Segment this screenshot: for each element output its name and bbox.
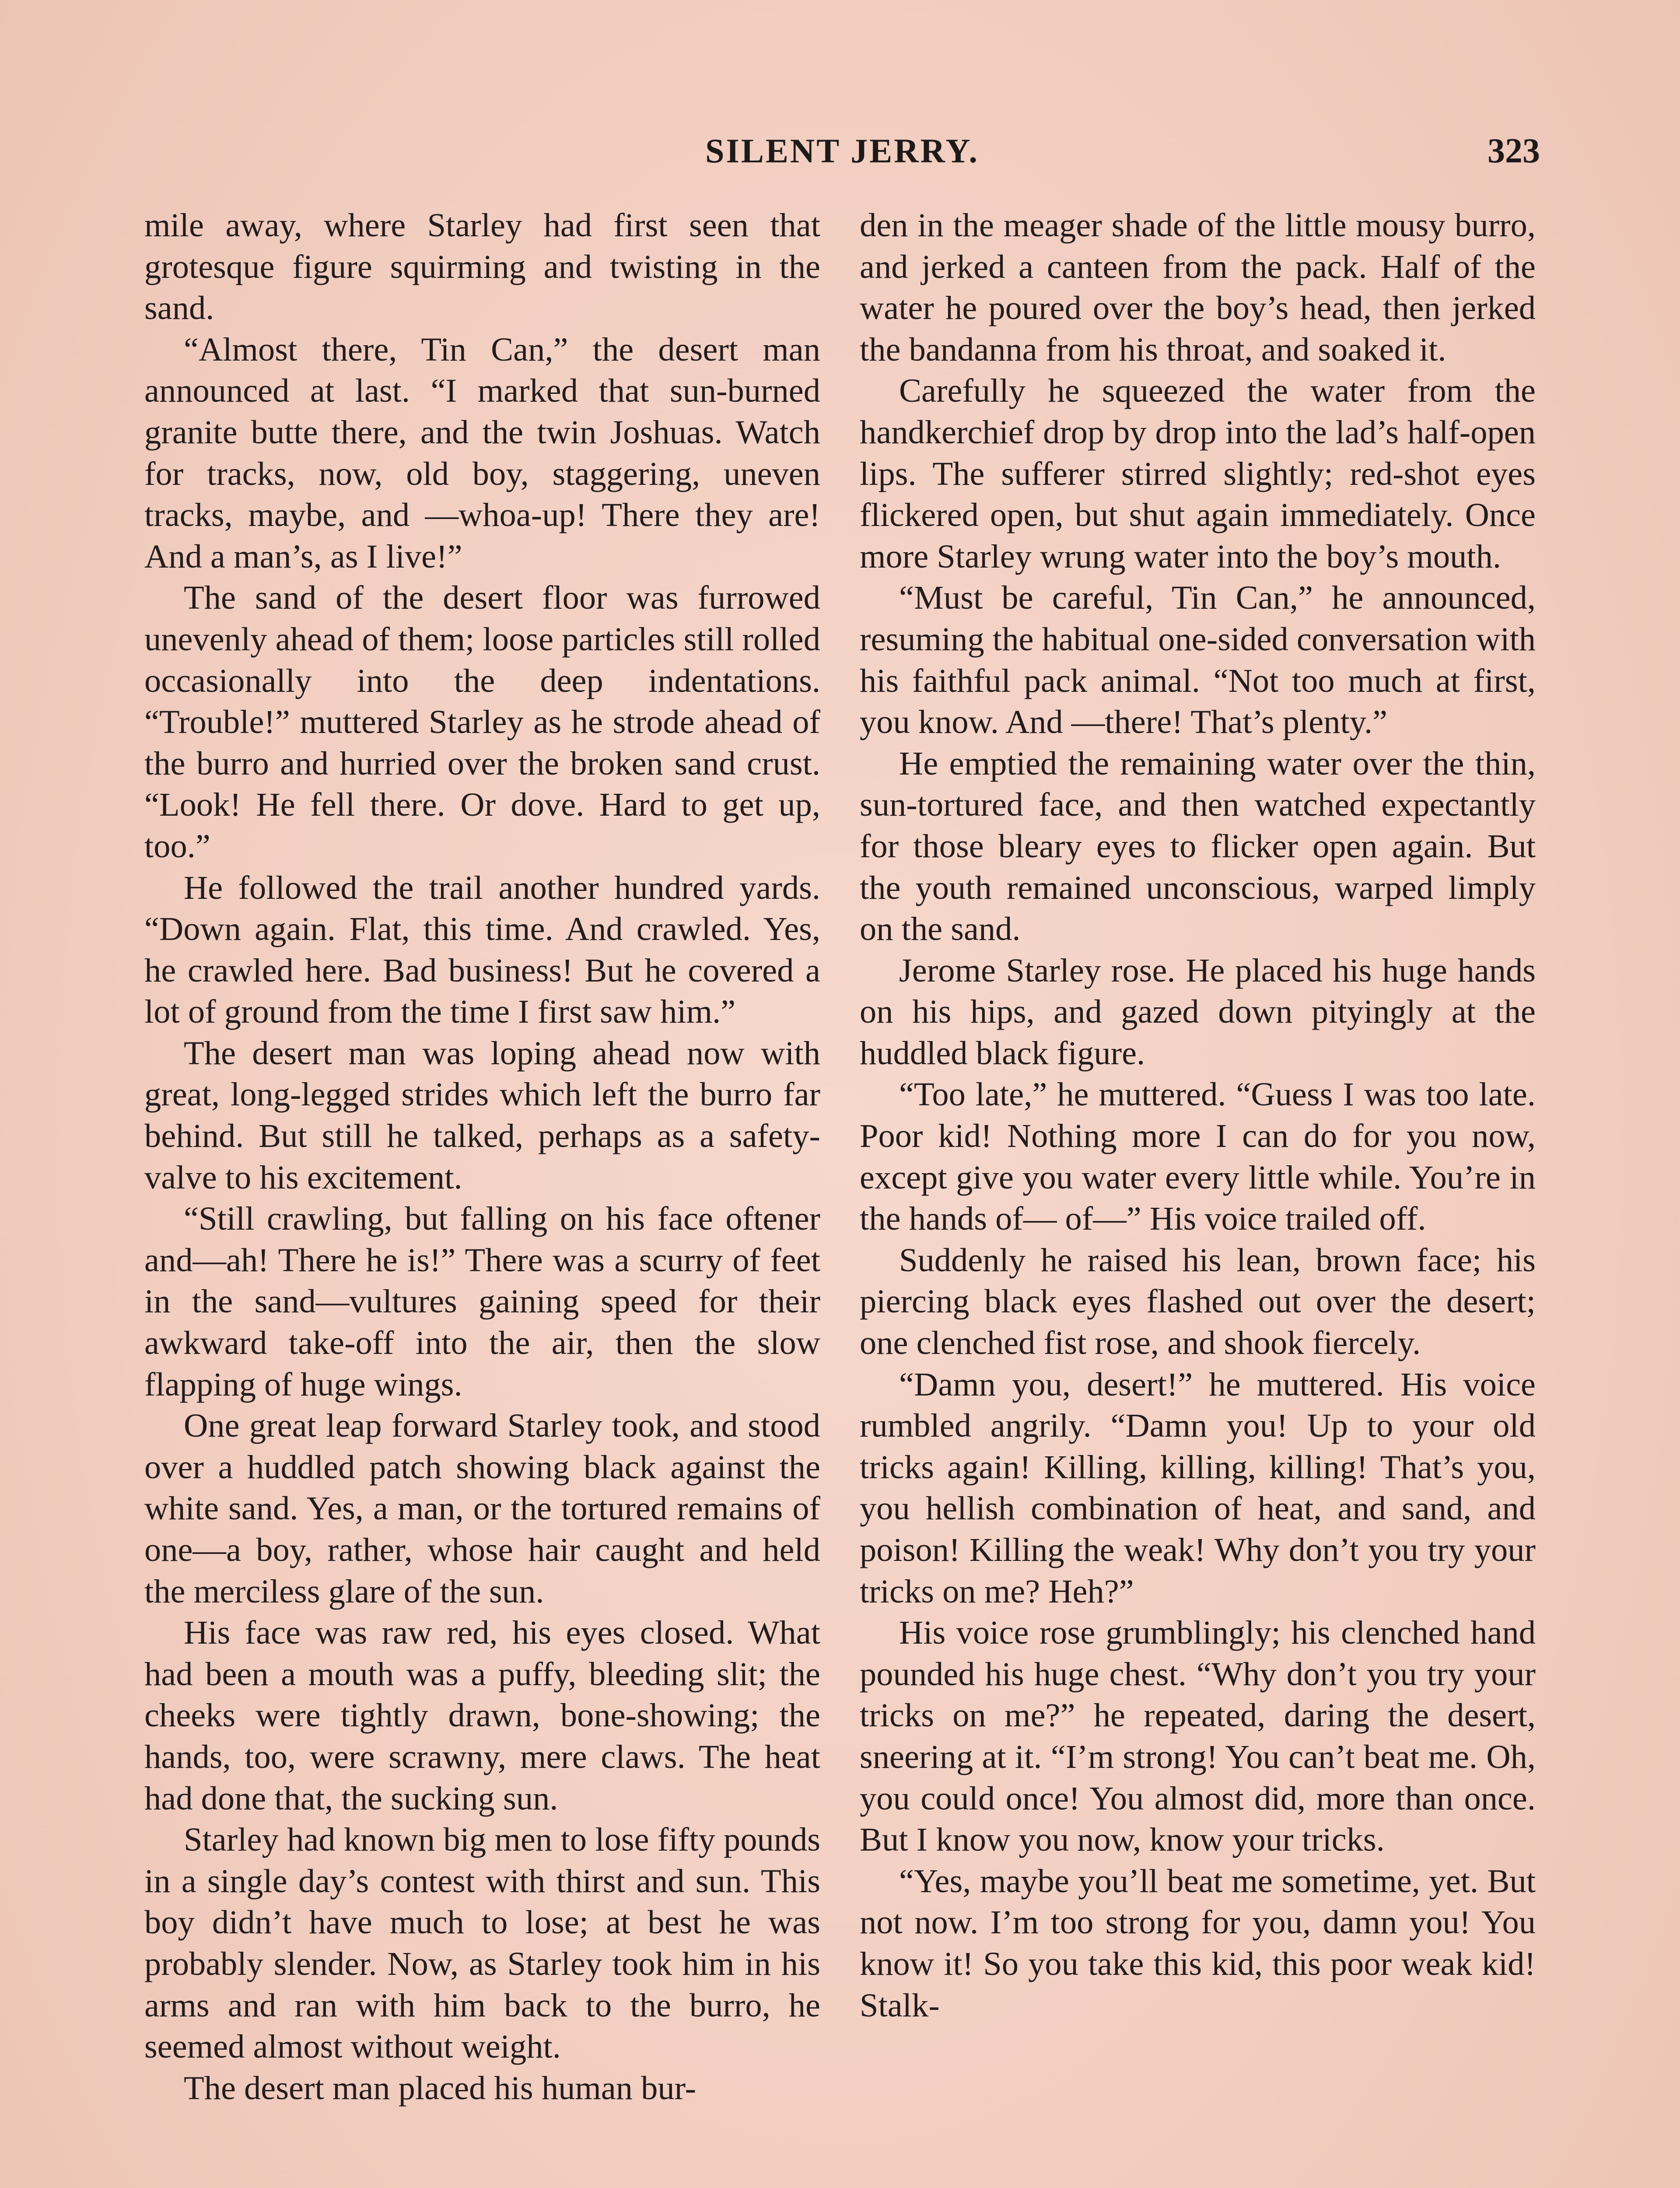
running-title: SILENT JERRY. <box>705 132 979 170</box>
paragraph: He emptied the remaining water over the thin, sun-tortured face, and then watched expectantly for those bleary eyes to flicker open again. But the youth remained unconscious, warped limply on the sand. <box>860 744 1536 948</box>
paragraph: The desert man was loping ahead now with great, long-legged strides which left the burro far behind. But still he talked, perhaps as a safety-valve to his excitement. <box>144 1034 820 1196</box>
paragraph: The desert man placed his human bur- <box>184 2069 696 2107</box>
paragraph: “Damn you, desert!” he muttered. His voice rumbled angrily. “Damn you! Up to your old tricks again! Killing, killing, killing! That’s you, you hellish combination of heat, and sand, and poison! Killing the weak! Why don’t you try your tricks on me? Heh?” <box>860 1365 1536 1610</box>
paragraph: den in the meager shade of the little mousy burro, and jerked a canteen from the pack. Half of the water he poured over the boy’s head, then jerked the bandanna from his throat, and soaked it. <box>860 207 1536 368</box>
paragraph: His voice rose grumblingly; his clenched hand pounded his huge chest. “Why don’t you try your tricks on me?” he repeated, daring the desert, sneering at it. “I’m strong! You can’t beat me. Oh, you could once! You almost did, more than once. But I know you now, know your tricks. <box>860 1614 1536 1858</box>
paragraph: “Must be careful, Tin Can,” he announced, resuming the habitual one-sided conversation with his faithful pack animal. “Not too much at first, you know. And —there! That’s plenty.” <box>860 579 1536 741</box>
paragraph: Jerome Starley rose. He placed his huge hands on his hips, and gazed down pityingly at the huddled black figure. <box>860 951 1536 1072</box>
left-column <box>144 205 820 2109</box>
page-header <box>144 131 1540 179</box>
paragraph: Suddenly he raised his lean, brown face; his piercing black eyes flashed out over the desert; one clenched fist rose, and shook fiercely. <box>860 1241 1536 1362</box>
paragraph: “Still crawling, but falling on his face oftener and—ah! There he is!” There was a scurry of feet in the sand—vultures gaining speed for their awkward take-off into the air, then the slow flapping of huge wings. <box>144 1200 820 1403</box>
page-number: 323 <box>1488 132 1540 170</box>
paragraph: mile away, where Starley had first seen that grotesque figure squirming and twisting in the sand. <box>144 207 820 327</box>
paragraph: “Almost there, Tin Can,” the desert man announced at last. “I marked that sun-burned granite butte there, and the twin Joshuas. Watch for tracks, now, old boy, staggering, uneven tracks, maybe, and —whoa-up! There they are! And a man’s, as I live!” <box>144 330 820 575</box>
paragraph: “Yes, maybe you’ll beat me sometime, yet. But not now. I’m too strong for you, damn you! You know it! So you take this kid, this poor weak kid! Stalk- <box>860 1862 1536 2024</box>
paragraph: Carefully he squeezed the water from the handkerchief drop by drop into the lad’s half-open lips. The sufferer stirred slightly; red-shot eyes flickered open, but shut again immediately. Once more Starley wrung water into the boy’s mouth. <box>860 372 1536 575</box>
paragraph: He followed the trail another hundred yards. “Down again. Flat, this time. And crawled. Yes, he crawled here. Bad business! But he covered a lot of ground from the time I first saw him.” <box>144 869 820 1031</box>
paragraph: The sand of the desert floor was furrowed unevenly ahead of them; loose particles still rolled occasionally into the deep indentations. “Trouble!” muttered Starley as he strode ahead of the burro and hurried over the broken sand crust. “Look! He fell there. Or dove. Hard to get up, too.” <box>144 579 820 865</box>
right-column <box>860 205 1536 2026</box>
paragraph: His face was raw red, his eyes closed. What had been a mouth was a puffy, bleeding slit; the cheeks were tightly drawn, bone-showing; the hands, too, were scrawny, mere claws. The heat had done that, the sucking sun. <box>144 1614 820 1817</box>
paragraph: One great leap forward Starley took, and stood over a huddled patch showing black against the white sand. Yes, a man, or the tortured remains of one—a boy, rather, whose hair caught and held the merciless glare of the sun. <box>144 1407 820 1610</box>
paragraph: “Too late,” he muttered. “Guess I was too late. Poor kid! Nothing more I can do for you now, except give you water every little while. You’re in the hands of— of—” His voice trailed off. <box>860 1076 1536 1238</box>
paragraph: Starley had known big men to lose fifty pounds in a single day’s contest with thirst and sun. This boy didn’t have much to lose; at best he was probably slender. Now, as Starley took him in his arms and ran with him back to the burro, he seemed almost without weight. <box>144 1821 820 2065</box>
